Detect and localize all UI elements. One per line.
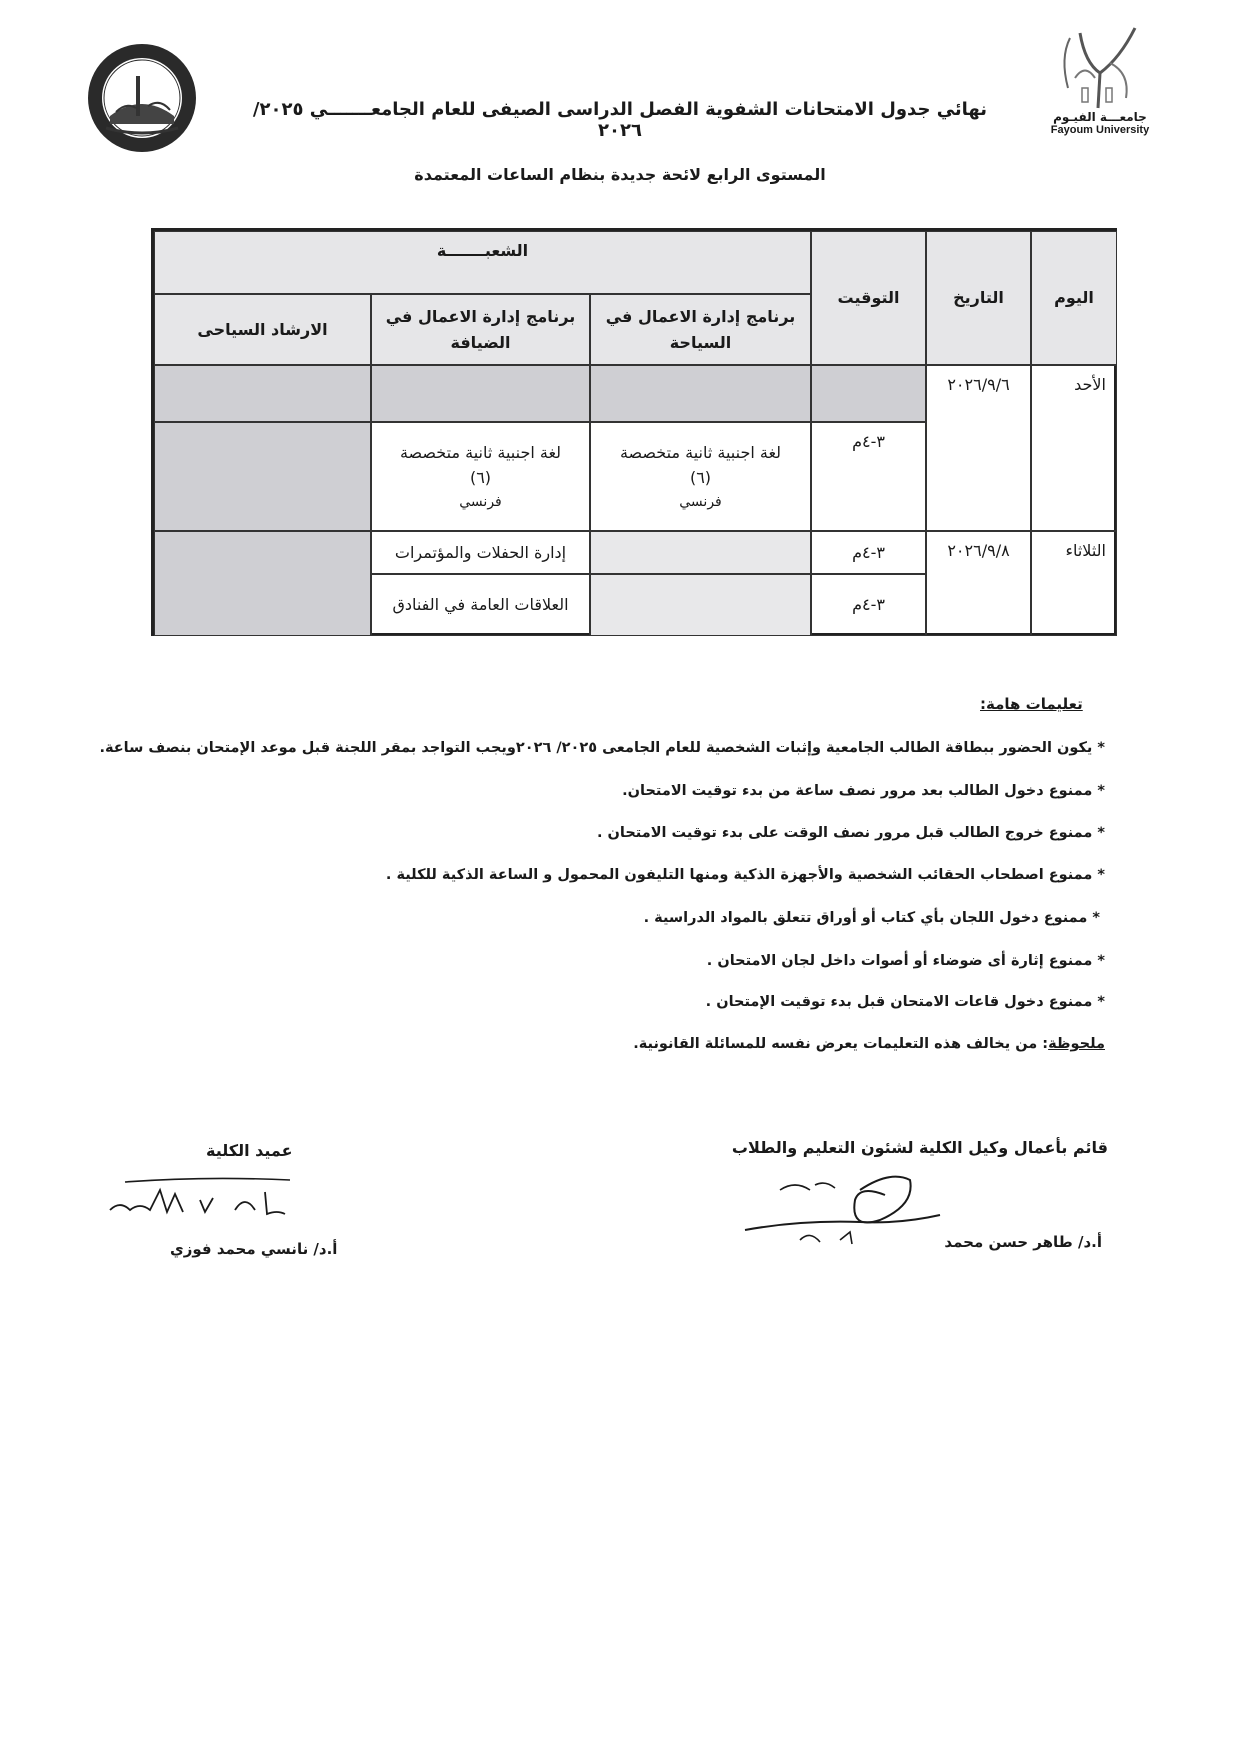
cell-tourism-4 (590, 574, 811, 636)
vice-dean-name: أ.د/ طاهر حسن محمد (944, 1233, 1102, 1251)
note-label: ملحوظة (1048, 1036, 1105, 1052)
header-date: التاريخ (926, 231, 1031, 365)
cell-hospitality-2 (371, 422, 590, 531)
course-name: لغة اجنبية ثانية متخصصة (399, 442, 562, 462)
course-language: فرنسي (679, 493, 722, 510)
university-name-arabic: جامعـــة الفيـوم (1053, 110, 1147, 124)
header-time: التوقيت (811, 231, 926, 365)
legal-note (633, 1036, 1105, 1052)
instruction-item: * ممنوع دخول اللجان بأي كتاب أو أوراق تتعلق بالمواد الدراسية . (643, 910, 1100, 926)
header-day: اليوم (1031, 231, 1117, 365)
instruction-item: * ممنوع دخول قاعات الامتحان قبل بدء توقيت الإمتحان . (705, 994, 1105, 1010)
course-number: (٦) (689, 468, 712, 488)
dean-title: عميد الكلية (206, 1141, 293, 1160)
header-tour-guidance: الارشاد السياحى (154, 294, 371, 365)
dean-name: أ.د/ نانسي محمد فوزي (170, 1240, 338, 1258)
cell-day-sunday: الأحد (1031, 365, 1117, 531)
note-text: : من يخالف هذه التعليمات يعرض نفسه للمسائلة القانونية. (633, 1036, 1049, 1052)
cell-hospitality-4: العلاقات العامة في الفنادق (371, 574, 590, 636)
course-name: لغة اجنبية ثانية متخصصة (619, 442, 782, 462)
cell-date-1: ٢٠٢٦/٩/٦ (926, 365, 1031, 531)
page-title: نهائي جدول الامتحانات الشفوية الفصل الدراسى الصيفى للعام الجامعـــــــي ٢٠٢٥/ ٢٠٢٦ (252, 99, 988, 141)
exam-schedule-table (151, 228, 1117, 636)
cell-guidance-3 (154, 531, 371, 636)
header-program-hospitality: برنامج إدارة الاعمال في الضيافة (371, 294, 590, 365)
course-number: (٦) (469, 468, 492, 488)
cell-tourism-3 (590, 531, 811, 574)
cell-time-1 (811, 365, 926, 422)
course-language: فرنسي (459, 493, 502, 510)
cell-time-3: ٣-٤م (811, 531, 926, 574)
page-subtitle: المستوى الرابع لائحة جديدة بنظام الساعات المعتمدة (414, 165, 826, 184)
cell-time-4: ٣-٤م (811, 574, 926, 636)
cell-date-2: ٢٠٢٦/٩/٨ (926, 531, 1031, 636)
cell-hospitality-1 (371, 365, 590, 422)
university-name-english: Fayoum University (1050, 124, 1150, 136)
instruction-item: * ممنوع خروج الطالب قبل مرور نصف الوقت على بدء توقيت الامتحان . (596, 825, 1105, 841)
header-division: الشعبـــــــة (154, 231, 811, 294)
cell-tourism-1 (590, 365, 811, 422)
instruction-item: * يكون الحضور ببطاقة الطالب الجامعية وإثبات الشخصية للعام الجامعى ٢٠٢٥/ ٢٠٢٦ويجب التواجد بمقر اللجنة قبل موعد الإمتحان بنصف ساعة. (99, 740, 1105, 756)
instructions-title: تعليمات هامة: (980, 695, 1083, 713)
vice-dean-signature (740, 1160, 970, 1260)
instruction-item: * ممنوع دخول الطالب بعد مرور نصف ساعة من بدء توقيت الامتحان. (622, 783, 1105, 799)
fayoum-university-logo (1040, 18, 1150, 118)
cell-day-tuesday: الثلاثاء (1031, 531, 1117, 636)
cell-guidance-2 (154, 422, 371, 531)
instruction-item: * ممنوع اصطحاب الحقائب الشخصية والأجهزة الذكية ومنها التليفون المحمول و الساعة الذكية للكلية . (385, 867, 1105, 883)
header-program-tourism: برنامج إدارة الاعمال في السياحة (590, 294, 811, 365)
cell-guidance-1 (154, 365, 371, 422)
dean-signature (105, 1170, 295, 1230)
cell-tourism-2 (590, 422, 811, 531)
faculty-seal-logo (86, 42, 198, 154)
vice-dean-title: قائم بأعمال وكيل الكلية لشئون التعليم والطلاب (731, 1138, 1108, 1157)
cell-hospitality-3: إدارة الحفلات والمؤتمرات (371, 531, 590, 574)
instruction-item: * ممنوع إثارة أى ضوضاء أو أصوات داخل لجان الامتحان . (706, 953, 1105, 969)
cell-time-2: ٣-٤م (811, 422, 926, 531)
